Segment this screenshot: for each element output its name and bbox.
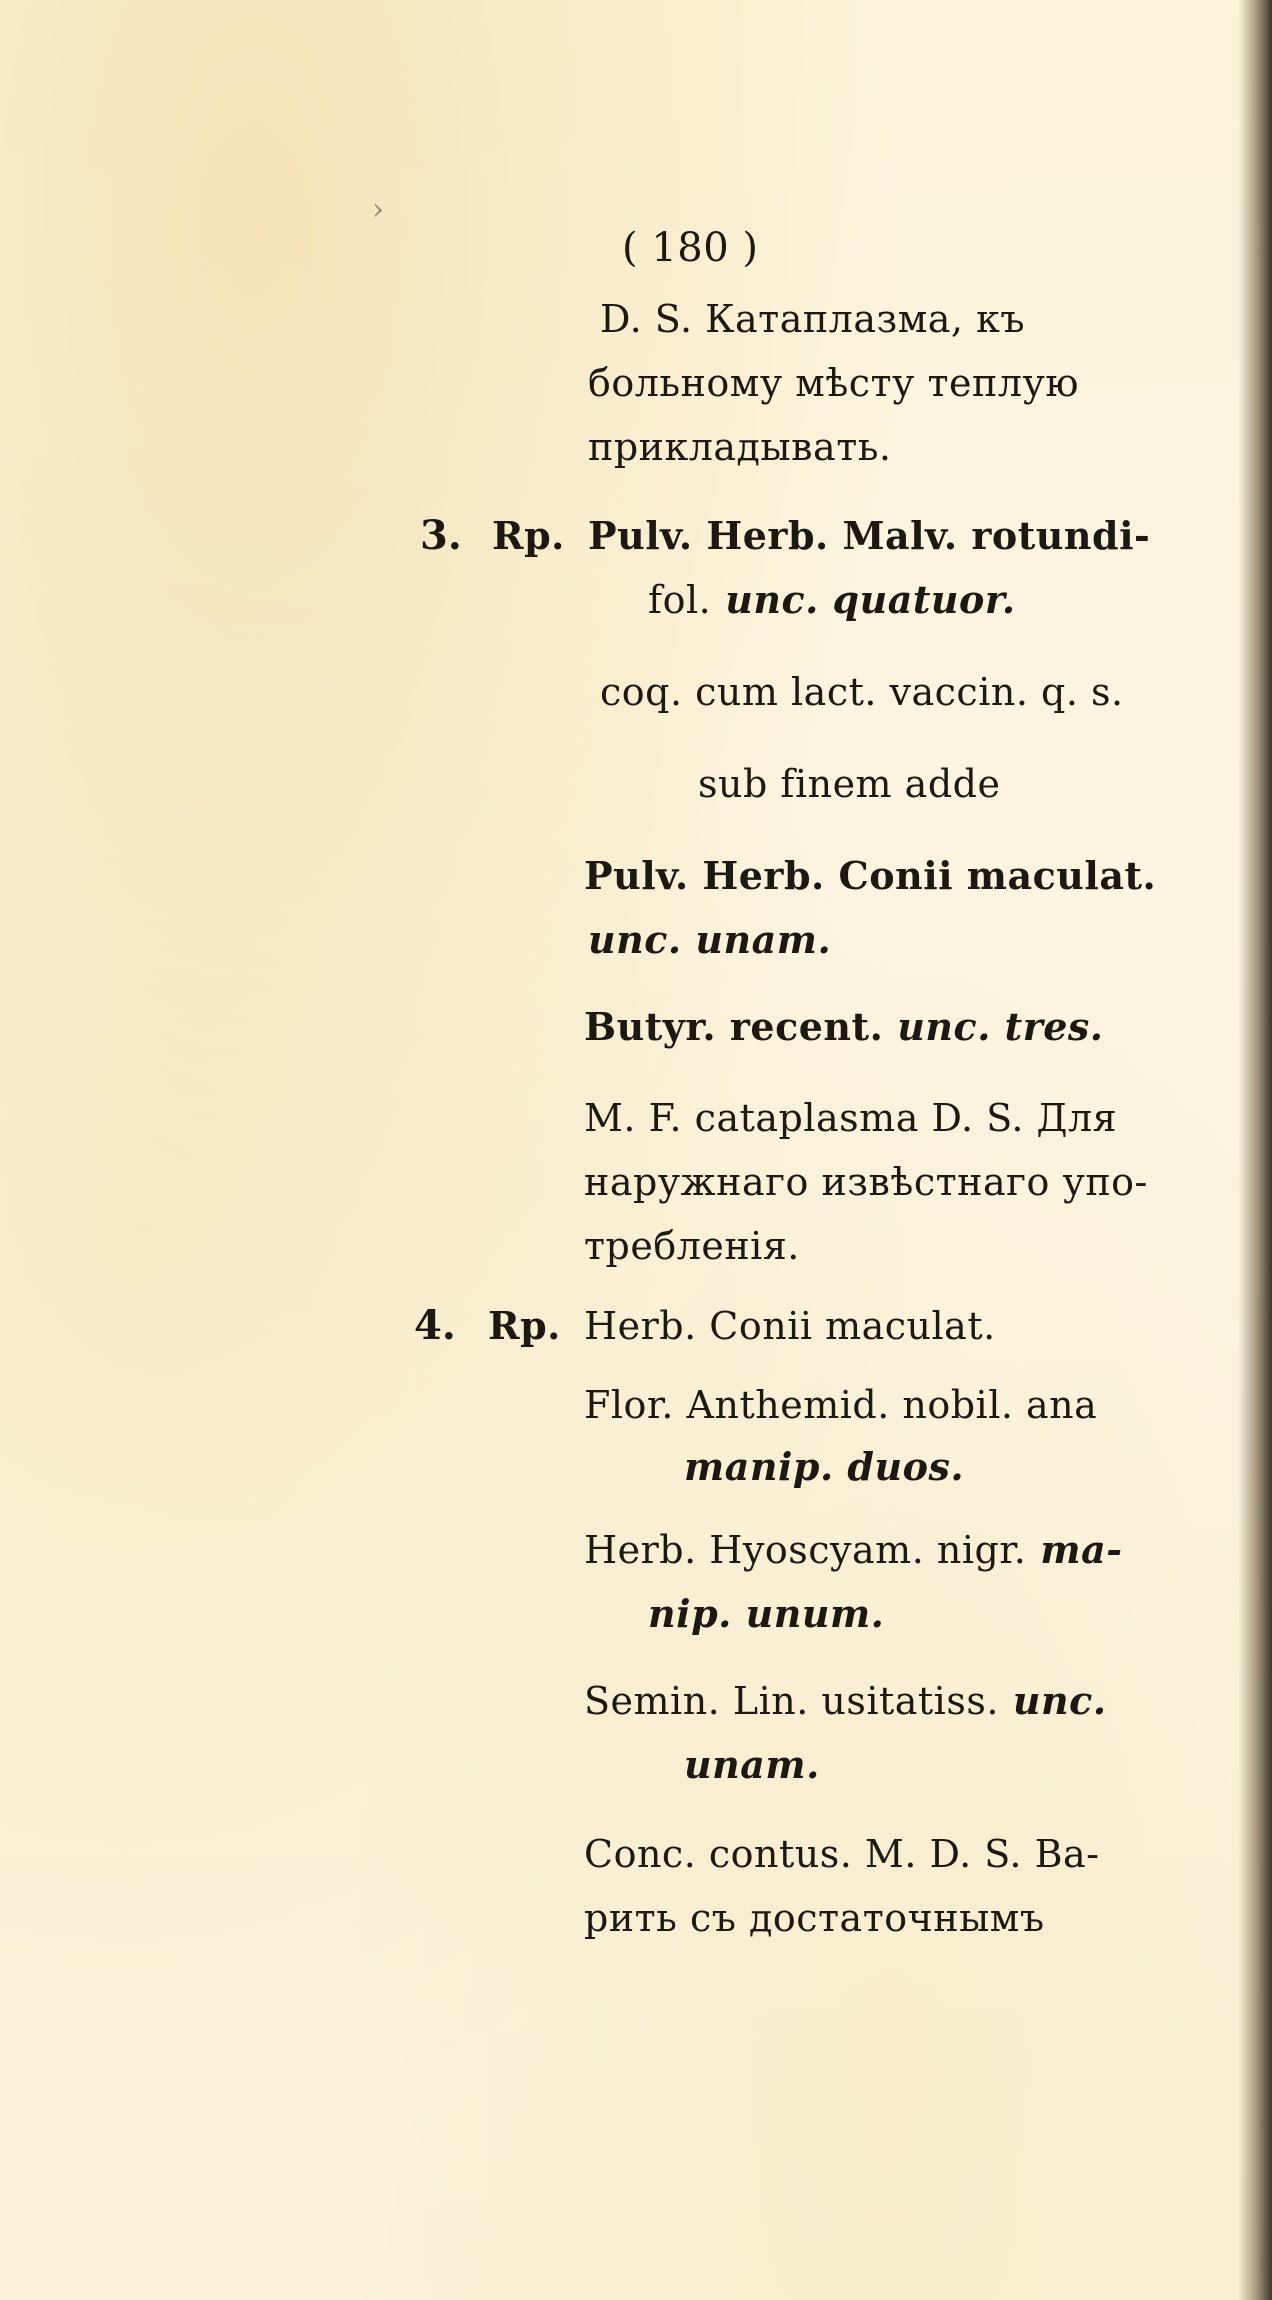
text-line-6: coq. cum lact. vaccin. q. s. — [600, 670, 1124, 714]
text-line-1: D. S. Катаплазма, къ — [600, 297, 1025, 341]
text-line-20: unam. — [684, 1742, 820, 1787]
text-line-22: рить съ достаточнымъ — [584, 1896, 1045, 1940]
text-line-8: Pulv. Herb. Conii maculat. — [584, 853, 1157, 898]
text-line-17-a: Herb. Hyoscyam. nigr. — [584, 1528, 1027, 1572]
text-line-5-b: unc. quatuor. — [725, 577, 1016, 622]
text-line-9: unc. unam. — [588, 917, 832, 962]
text-line-2: больному мѣсту теплую — [588, 361, 1079, 405]
text-line-19 — [584, 1678, 1107, 1724]
recipe-rp-4: Rp. — [488, 1303, 561, 1348]
text-line-16: manip. duos. — [684, 1444, 965, 1489]
text-line-13: требленія. — [584, 1224, 800, 1268]
text-line-11: M. F. cataplasma D. S. Для — [584, 1096, 1118, 1140]
text-line-5 — [648, 577, 1016, 623]
text-line-4: Pulv. Herb. Malv. rotundi- — [588, 513, 1151, 558]
text-line-5-a: fol. — [648, 578, 712, 622]
text-line-19-a: Semin. Lin. usitatiss. — [584, 1679, 999, 1723]
text-line-17-b: ma- — [1040, 1527, 1123, 1572]
text-line-19-b: unc. — [1012, 1678, 1107, 1723]
page-spine-shadow — [1238, 0, 1272, 2300]
text-line-3: прикладывать. — [588, 425, 892, 469]
recipe-rp-3: Rp. — [492, 513, 565, 558]
text-line-15: Flor. Anthemid. nobil. ana — [584, 1383, 1098, 1427]
text-line-14: Herb. Conii maculat. — [584, 1304, 996, 1348]
text-line-12: наружнаго извѣстнаго упо- — [584, 1160, 1148, 1204]
recipe-number-3: 3. — [420, 512, 462, 559]
text-line-7: sub finem adde — [698, 762, 1001, 806]
text-line-18: nip. unum. — [648, 1591, 885, 1636]
page-number: ( 180 ) — [622, 225, 759, 271]
text-line-17 — [584, 1527, 1123, 1573]
text-line-10-b: unc. tres. — [897, 1004, 1104, 1049]
text-line-21: Conc. contus. M. D. S. Ва- — [584, 1832, 1100, 1876]
text-line-10-a: Butyr. recent. — [584, 1004, 884, 1049]
text-line-10 — [584, 1004, 1104, 1050]
recipe-number-4: 4. — [414, 1302, 456, 1349]
margin-mark: › — [372, 192, 384, 227]
